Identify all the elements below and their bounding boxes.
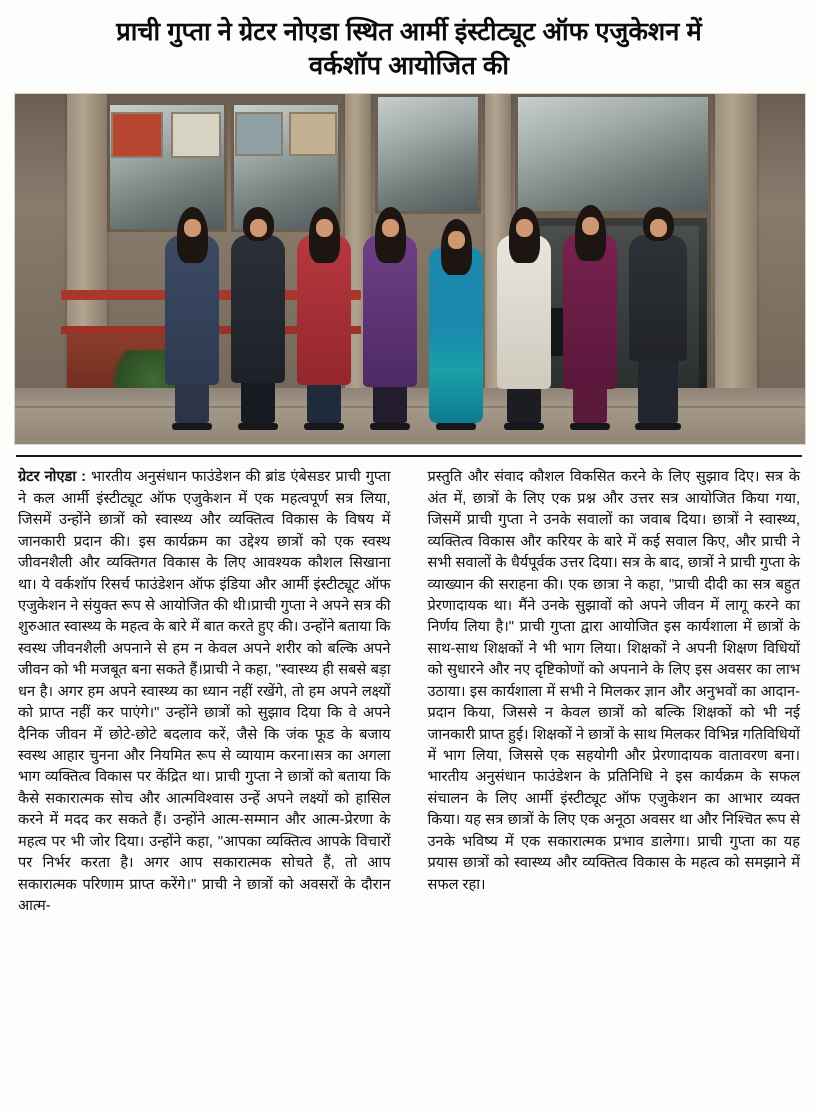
photo-person-head: [313, 212, 336, 239]
article-column-left: [18, 467, 391, 917]
headline-line-1: प्राची गुप्ता ने ग्रेटर नोएडा स्थित आर्मी इंस्टीट्यूट ऑफ एजुकेशन में: [116, 18, 702, 46]
photo-window-4: [515, 94, 711, 214]
photo-person-5: [429, 224, 483, 430]
photo-person-head: [181, 212, 204, 239]
section-divider: [16, 455, 802, 457]
article-dateline: ग्रेटर नोएडा :: [18, 469, 87, 486]
article-column-right: [427, 467, 800, 917]
photo-person-3: [297, 212, 351, 430]
photo-notice-board-2: [171, 112, 221, 158]
page-title: [14, 14, 804, 89]
photo-person-6: [497, 212, 551, 430]
photo-person-1: [165, 212, 219, 430]
photo-person-head: [247, 212, 270, 239]
photo-person-head: [513, 212, 536, 239]
column-divider: [409, 467, 410, 917]
photo-person-8: [629, 212, 687, 430]
photo-person-head: [579, 210, 602, 237]
article-photo: [14, 93, 806, 445]
photo-person-head: [647, 212, 670, 239]
photo-pillar-4: [715, 94, 757, 394]
photo-person-2: [231, 212, 285, 430]
photo-notice-board-4: [289, 112, 337, 156]
article-text-left: भारतीय अनुसंधान फाउंडेशन की ब्रांड एंबेसडर प्राची गुप्ता ने कल आर्मी इंस्टीट्यूट ऑफ एजुकेशन में एक महत्वपूर्ण सत्र लिया, जिसमें उन्होंने छात्रों को स्वास्थ्य और व्यक्तित्व विकास के विषय में जानकारी प्रदान की। इस कार्यक्रम का उद्देश्य छात्रों को एक स्वस्थ जीवनशैली और व्यक्तिगत विकास के लिए आवश्यक कौशल सिखाना था। ये वर्कशॉप रिसर्च फाउंडेशन ऑफ इंडिया और आर्मी इंस्टीट्यूट ऑफ एजुकेशन ने संयुक्त रूप से आयोजित की थी।प्राची गुप्ता ने अपने सत्र की शुरुआत स्वास्थ्य के महत्व के बारे में बात करते हुए की। उन्होंने बताया कि स्वस्थ जीवनशैली अपनाने से हम न केवल अपने शरीर को बल्कि अपने जीवन को भी मजबूत बना सकते हैं।प्राची ने कहा, "स्वास्थ्य ही सबसे बड़ा धन है। अगर हम अपने स्वास्थ्य का ध्यान नहीं रखेंगे, तो हम अपने लक्ष्यों को प्राप्त नहीं कर पाएंगे।" उन्होंने छात्रों को सुझाव दिया कि वे अपने दैनिक जीवन में छोटे-छोटे बदलाव करें, जैसे कि जंक फूड के बजाय स्वस्थ आहार चुनना और नियमित रूप से व्यायाम करना।सत्र का अगला भाग व्यक्तित्व विकास पर केंद्रित था। प्राची गुप्ता ने छात्रों को बताया कि कैसे सकारात्मक सोच और आत्मविश्वास उन्हें अपने लक्ष्यों को हासिल करने में मदद कर सकते हैं। उन्होंने आत्म-सम्मान और आत्म-प्रेरणा के महत्व पर भी जोर दिया। उन्होंने कहा, "आपका व्यक्तित्व आपके विचारों पर निर्भर करता है। अगर आप सकारात्मक सोचते हैं, तो आप सकारात्मक परिणाम प्राप्त करेंगे।" प्राची ने छात्रों को अवसरों के दौरान आत्म-: [18, 469, 391, 915]
article-text-right: प्रस्तुति और संवाद कौशल विकसित करने के लिए सुझाव दिए। सत्र के अंत में, छात्रों के लिए एक प्रश्न और उत्तर सत्र आयोजित किया गया, जिसमें प्राची गुप्ता ने उनके सवालों का जवाब दिया। छात्रों ने स्वास्थ्य, व्यक्तित्व विकास और करियर के बारे में कई सवाल किए, और प्राची ने सभी सवालों के धैर्यपूर्वक उत्तर दिया। सत्र के बाद, छात्रों ने प्राची गुप्ता के व्याख्यान की सराहना की। एक छात्रा ने कहा, "प्राची दीदी का सत्र बहुत प्रेरणादायक था। मैंने उनके सुझावों को अपने जीवन में लागू करने का निर्णय लिया है।" प्राची गुप्ता द्वारा आयोजित इस कार्यशाला में छात्रों के साथ-साथ शिक्षकों ने भी भाग लिया। शिक्षकों ने अपनी शिक्षण विधियों को सुधारने और नए दृष्टिकोणों को अपनाने के लिए इस अवसर का लाभ उठाया। इस कार्यशाला में सभी ने मिलकर ज्ञान और अनुभवों का आदान-प्रदान किया, जिससे न केवल छात्रों को बल्कि शिक्षकों को भी नई जानकारी प्राप्त हुई। शिक्षकों ने छात्रों के साथ मिलकर विभिन्न गतिविधियों में भाग लिया, जिससे एक सहयोगी और प्रेरणादायक वातावरण बना।भारतीय अनुसंधान फाउंडेशन के प्रतिनिधि ने इस कार्यक्रम के सफल संचालन के लिए आर्मी इंस्टीट्यूट ऑफ एजुकेशन का आभार व्यक्त किया। यह सत्र छात्रों के लिए एक अनूठा अवसर था और निश्चित रूप से उनके भविष्य में एक सकारात्मक प्रभाव डालेगा। प्राची गुप्ता का यह प्रयास छात्रों को स्वास्थ्य और व्यक्तित्व विकास के महत्व को समझाने में सफल रहा।: [427, 469, 800, 893]
photo-notice-board-3: [235, 112, 283, 156]
article-body: [14, 467, 804, 917]
photo-notice-board-1: [111, 112, 163, 158]
photo-person-4: [363, 212, 417, 430]
photo-window-3: [375, 94, 481, 214]
photo-person-body: [231, 235, 285, 383]
headline-line-2: वर्कशॉप आयोजित की: [308, 51, 510, 80]
photo-person-head: [445, 224, 468, 251]
photo-person-body: [629, 235, 687, 361]
photo-person-head: [379, 212, 402, 239]
photo-person-7: [563, 210, 617, 430]
